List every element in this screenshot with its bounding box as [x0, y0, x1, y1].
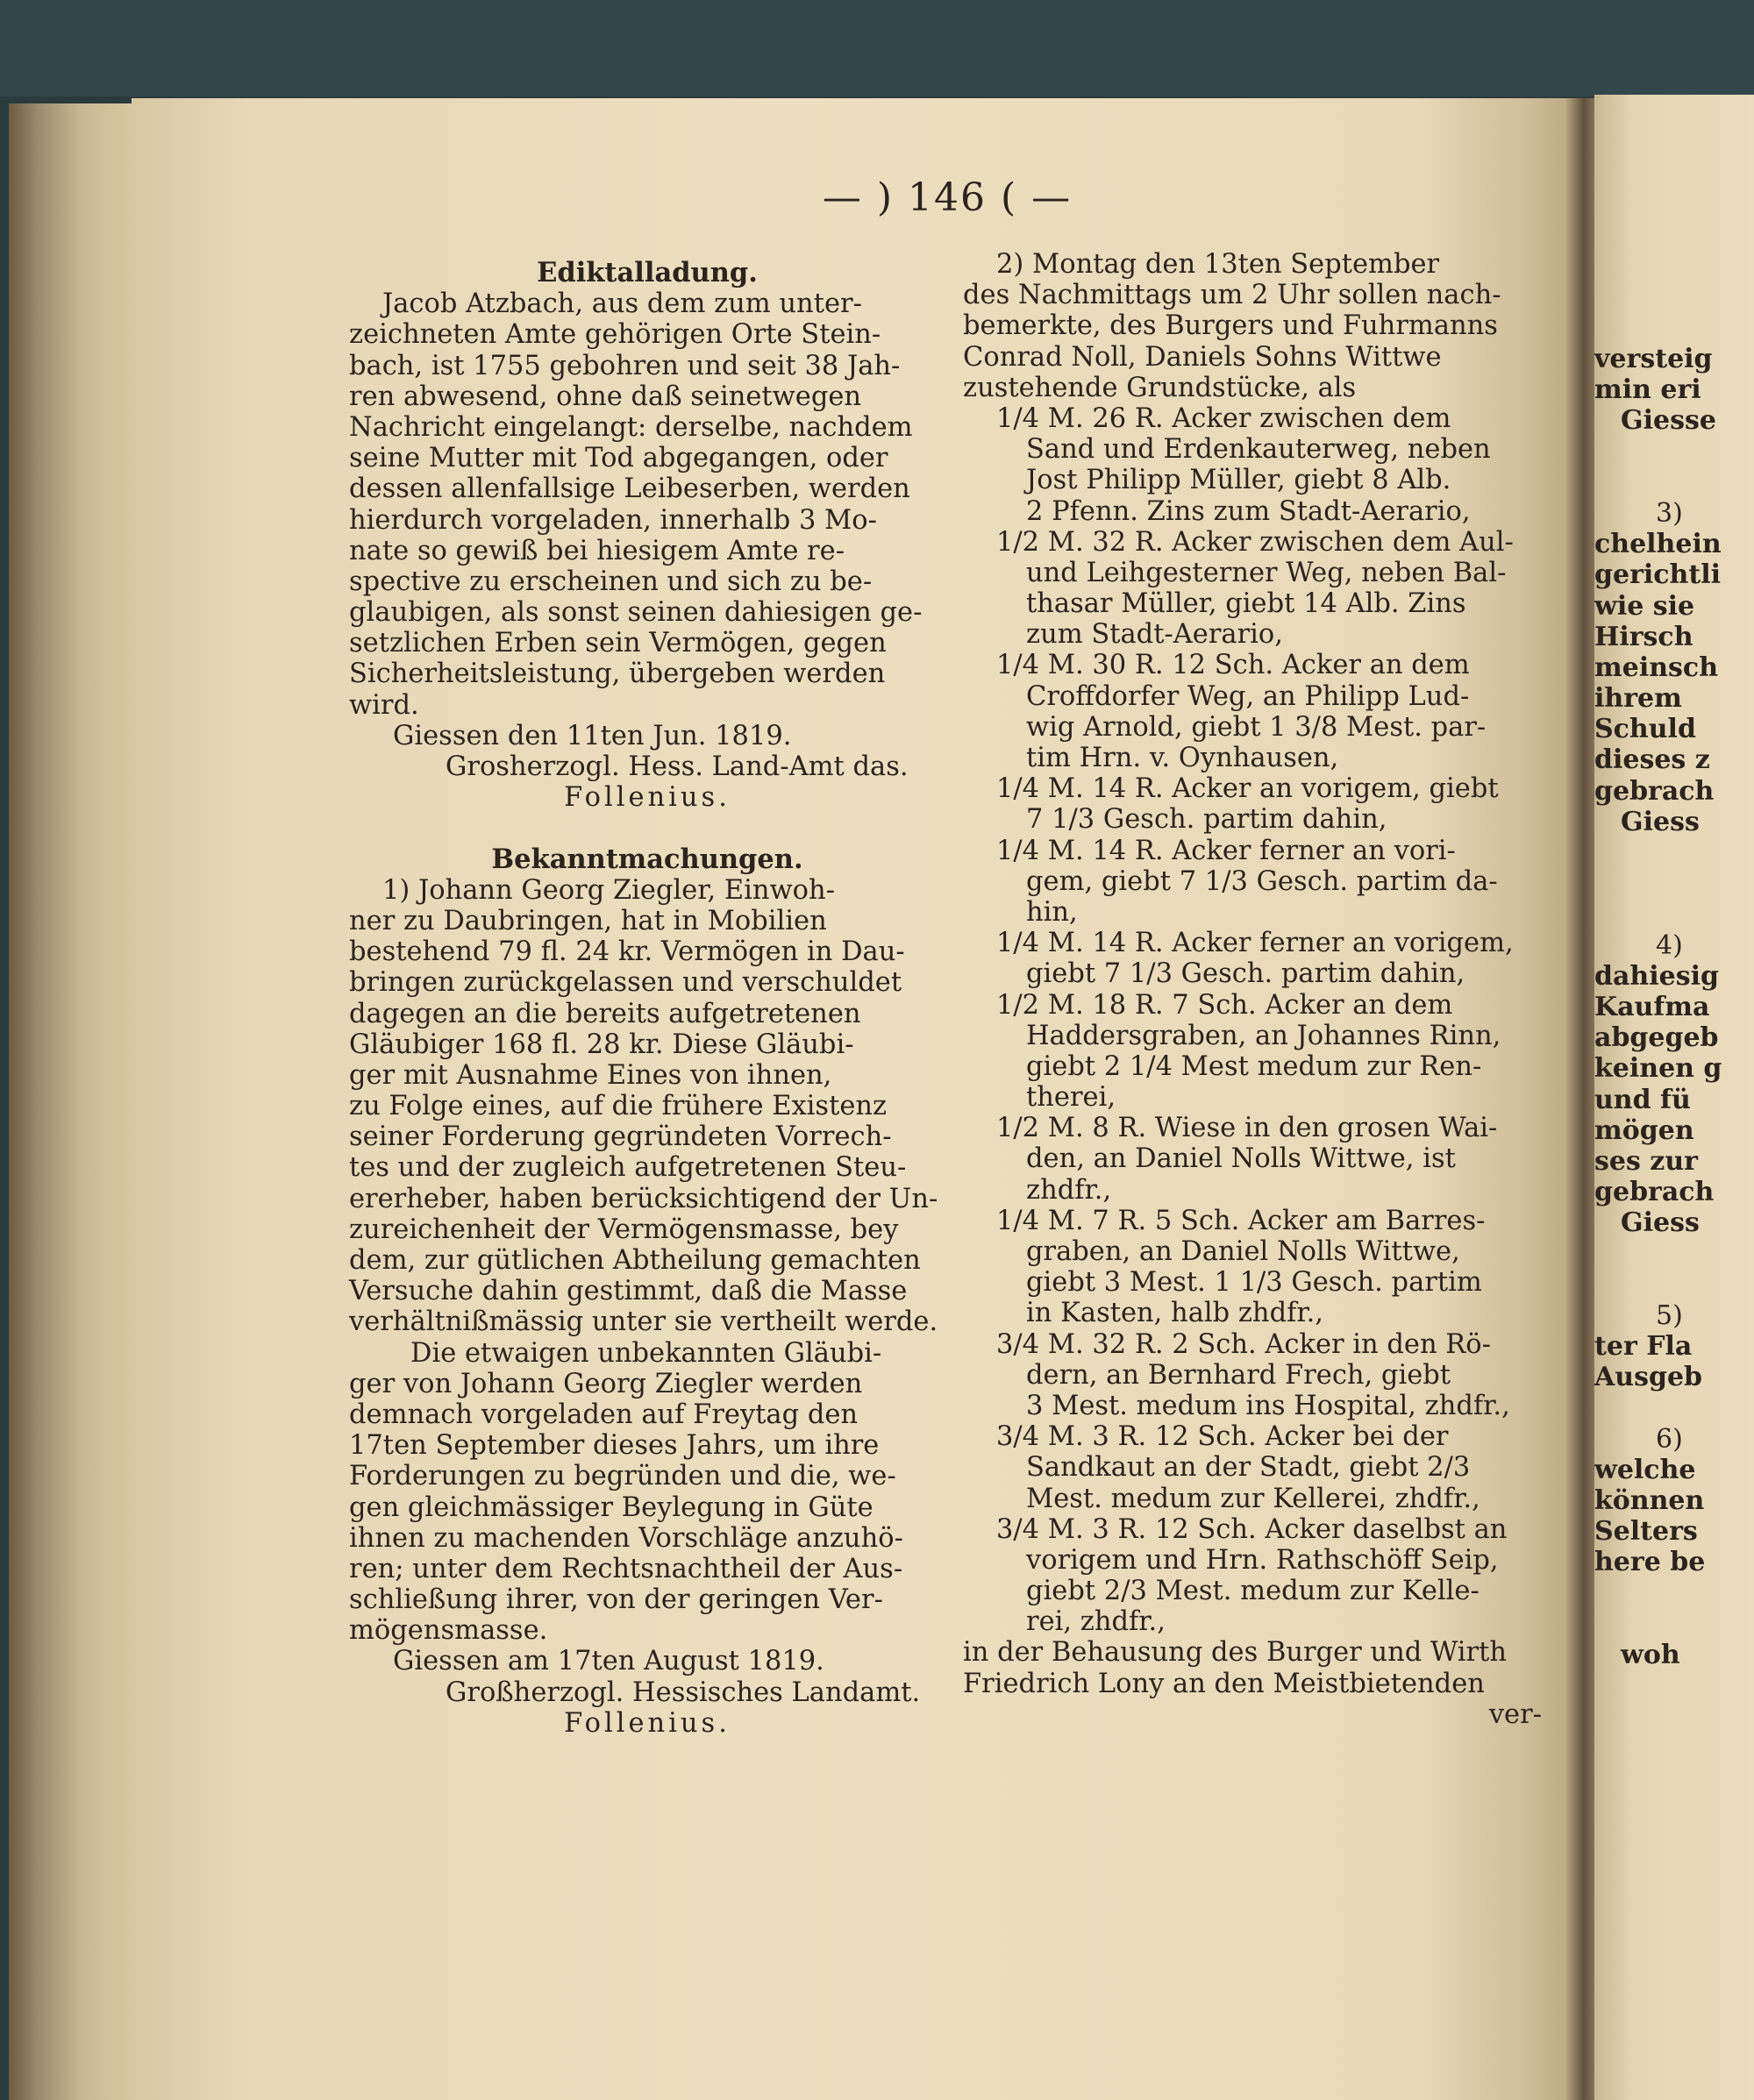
text-line: ger von Johann Georg Ziegler werden — [349, 1368, 863, 1399]
text-line-fragment: können — [1594, 1484, 1705, 1516]
text-line: rei, zhdfr., — [1026, 1606, 1166, 1638]
text-line-fragment: gerichtli — [1594, 559, 1721, 591]
middle-text-column — [963, 249, 1542, 1730]
text-line: Versuche dahin gestimmt, daß die Masse — [349, 1276, 908, 1307]
text-line: giebt 7 1/3 Gesch. partim dahin, — [1026, 958, 1465, 990]
text-line-fragment: Schuld — [1594, 714, 1696, 745]
text-line: graben, an Daniel Nolls Wittwe, — [1026, 1236, 1460, 1267]
text-line: zhdfr., — [1026, 1174, 1112, 1206]
text-line-fragment: gebrach — [1594, 1177, 1715, 1208]
text-line: wig Arnold, giebt 1 3/8 Mest. par- — [1026, 711, 1487, 743]
text-line: 1/4 M. 30 R. 12 Sch. Acker an dem — [996, 650, 1470, 681]
text-line: 1/2 M. 8 R. Wiese in den grosen Wai- — [996, 1113, 1498, 1144]
text-line: des Nachmittags um 2 Uhr sollen nach- — [963, 280, 1501, 311]
text-line: Giessen den 11ten Jun. 1819. — [393, 720, 792, 751]
text-line: Giessen am 17ten August 1819. — [393, 1646, 824, 1677]
text-line-fragment — [1594, 1392, 1754, 1423]
text-line: setzlichen Erben sein Vermögen, gegen — [349, 628, 887, 659]
text-line: ner zu Daubringen, hat in Mobilien — [349, 905, 827, 936]
text-line: 1/4 M. 7 R. 5 Sch. Acker am Barres- — [996, 1205, 1486, 1236]
text-line: therei, — [1026, 1082, 1116, 1114]
text-line: Gläubiger 168 fl. 28 kr. Diese Gläubi- — [349, 1029, 854, 1060]
text-line: Sandkaut an der Stadt, giebt 2/3 — [1026, 1452, 1471, 1484]
text-line: den, an Daniel Nolls Wittwe, ist — [1026, 1143, 1456, 1175]
text-line-fragment: wie sie — [1594, 590, 1695, 622]
text-line: gem, giebt 7 1/3 Gesch. partim da- — [1026, 865, 1498, 897]
text-line-fragment: ses zur — [1594, 1145, 1698, 1177]
text-line: giebt 3 Mest. 1 1/3 Gesch. partim — [1026, 1267, 1482, 1299]
text-line: bringen zurückgelassen und verschuldet — [349, 967, 902, 999]
text-line: dem, zur gütlichen Abtheilung gemachten — [349, 1245, 921, 1276]
text-line: Jacob Atzbach, aus dem zum unter- — [382, 288, 862, 320]
text-line: hierdurch vorgeladen, innerhalb 3 Mo- — [349, 504, 877, 536]
text-line-fragment — [1594, 1238, 1754, 1269]
text-line: demnach vorgeladen auf Freytag den — [349, 1399, 859, 1430]
text-line: dessen allenfallsige Leibeserben, werden — [349, 473, 910, 505]
text-line: spective zu erscheinen und sich zu be- — [349, 566, 873, 597]
text-line: schließung ihrer, von der geringen Ver- — [349, 1584, 883, 1616]
book-page-edges — [9, 103, 140, 2100]
text-line-fragment: Ausgeb — [1594, 1362, 1703, 1393]
text-line: Nachricht eingelangt: derselbe, nachdem — [349, 411, 913, 443]
text-line: Forderungen zu begründen und die, we- — [349, 1461, 896, 1492]
text-line-fragment: abgegeb — [1594, 1022, 1719, 1054]
text-line: giebt 2 1/4 Mest medum zur Ren- — [1026, 1050, 1482, 1082]
text-line: ren; unter dem Rechtsnachtheil der Aus- — [349, 1553, 903, 1584]
text-line: Großherzogl. Hessisches Landamt. — [446, 1676, 921, 1708]
text-line: 2 Pfenn. Zins zum Stadt-Aerario, — [1026, 495, 1471, 527]
text-line: verhältnißmässig unter sie vertheilt werde. — [349, 1306, 938, 1338]
text-line-fragment: Giess — [1621, 806, 1700, 837]
text-line: 3/4 M. 3 R. 12 Sch. Acker daselbst an — [996, 1513, 1508, 1545]
text-line: und Leihgesterner Weg, neben Bal- — [1026, 557, 1507, 588]
text-line: Grosherzogl. Hess. Land-Amt das. — [446, 751, 909, 782]
text-line: bach, ist 1755 gebohren und seit 38 Jah- — [349, 350, 901, 381]
text-line-fragment — [1594, 899, 1754, 929]
text-line: ver- — [1488, 1698, 1542, 1730]
text-line: zustehende Grundstücke, als — [963, 372, 1357, 403]
section-heading: Bekanntmachungen. — [491, 843, 803, 875]
text-line: Die etwaigen unbekannten Gläubi- — [410, 1337, 882, 1369]
text-line: 3/4 M. 3 R. 12 Sch. Acker bei der — [996, 1421, 1449, 1453]
text-line: 1/4 M. 26 R. Acker zwischen dem — [996, 402, 1451, 434]
text-line-fragment: dahiesig — [1594, 960, 1719, 992]
text-line: vorigem und Hrn. Rathschöff Seip, — [1026, 1544, 1499, 1576]
text-line-fragment — [1594, 1578, 1754, 1609]
text-line: 7 1/3 Gesch. partim dahin, — [1026, 804, 1387, 836]
text-line-fragment: mögen — [1594, 1114, 1694, 1146]
section-gap — [349, 813, 945, 844]
text-line: glaubigen, als sonst seinen dahiesigen ge- — [349, 597, 923, 629]
text-line: wird. — [349, 689, 419, 721]
text-line: Croffdorfer Weg, an Philipp Lud- — [1026, 680, 1470, 712]
text-line: 1/4 M. 14 R. Acker ferner an vori- — [996, 835, 1456, 866]
text-line: 2) Montag den 13ten September — [996, 249, 1440, 280]
text-line-fragment — [1594, 1270, 1754, 1300]
page-number: — ) 146 ( — — [822, 175, 1073, 220]
text-line: Friedrich Lony an den Meistbietenden — [963, 1668, 1485, 1699]
text-line-fragment: meinsch — [1594, 651, 1719, 683]
left-text-column — [349, 258, 945, 1739]
right-page-fragment — [1594, 95, 1754, 2100]
text-line: bemerkte, des Burgers und Fuhrmanns — [963, 310, 1498, 342]
text-line: in der Behausung des Burger und Wirth — [963, 1637, 1507, 1669]
text-line: 1) Johann Georg Ziegler, Einwoh- — [382, 874, 835, 906]
text-line: mögensmasse. — [349, 1615, 548, 1647]
text-line: Follenius. — [564, 782, 731, 814]
text-line: ihnen zu machenden Vorschläge anzuhö- — [349, 1522, 903, 1554]
text-line: ger mit Ausnahme Eines von ihnen, — [349, 1059, 832, 1091]
text-line: Haddersgraben, an Johannes Rinn, — [1026, 1020, 1501, 1051]
text-line-fragment — [1594, 868, 1754, 899]
text-line: thasar Müller, giebt 14 Alb. Zins — [1026, 588, 1466, 620]
text-line: zureichenheit der Vermögensmasse, bey — [349, 1214, 899, 1245]
text-line-fragment: Hirsch — [1594, 621, 1693, 652]
text-line: zum Stadt-Aerario, — [1026, 619, 1283, 651]
text-line-fragment — [1594, 837, 1754, 868]
text-line-fragment — [1594, 437, 1754, 467]
text-line-fragment: woh — [1621, 1639, 1680, 1670]
text-line: giebt 2/3 Mest. medum zur Kelle- — [1026, 1576, 1479, 1607]
text-line: 17ten September dieses Jahrs, um ihre — [349, 1430, 880, 1462]
text-line-fragment: keinen g — [1594, 1053, 1722, 1085]
text-line-fragment: Giess — [1621, 1207, 1700, 1239]
text-line-fragment: dieses z — [1594, 744, 1710, 776]
text-line-fragment: ter Fla — [1594, 1331, 1693, 1362]
right-text-column — [1594, 344, 1754, 1670]
text-line: bestehend 79 fl. 24 kr. Vermögen in Dau- — [349, 936, 905, 968]
text-line: nate so gewiß bei hiesigem Amte re- — [349, 535, 845, 566]
text-line: 1/4 M. 14 R. Acker an vorigem, giebt — [996, 773, 1499, 805]
text-line-fragment: here be — [1594, 1547, 1706, 1578]
text-line-fragment: Selters — [1594, 1516, 1698, 1548]
text-line-fragment: versteig — [1594, 344, 1713, 374]
text-line-fragment: und fü — [1594, 1084, 1691, 1115]
text-line: Conrad Noll, Daniels Sohns Wittwe — [963, 341, 1442, 373]
text-line-fragment — [1594, 1609, 1754, 1640]
text-line-fragment: 5) — [1656, 1299, 1683, 1331]
text-line: in Kasten, halb zhdfr., — [1026, 1298, 1323, 1329]
text-line: Follenius. — [564, 1707, 731, 1739]
text-line: seiner Forderung gegründeten Vorrech- — [349, 1121, 892, 1153]
text-line: ren abwesend, ohne daß seinetwegen — [349, 381, 862, 412]
text-line-fragment: 4) — [1656, 929, 1683, 961]
text-line: Jost Philipp Müller, giebt 8 Alb. — [1026, 465, 1451, 496]
text-line-fragment: gebrach — [1594, 775, 1715, 807]
text-line: seine Mutter mit Tod abgegangen, oder — [349, 443, 888, 474]
text-line-fragment: welche — [1594, 1454, 1696, 1485]
text-line-fragment: 3) — [1656, 497, 1683, 529]
text-line-fragment: chelhein — [1594, 529, 1722, 560]
text-line: 3 Mest. medum ins Hospital, zhdfr., — [1026, 1390, 1510, 1421]
text-line-fragment: ihrem — [1594, 683, 1682, 715]
text-line-fragment: min eri — [1594, 374, 1701, 406]
text-line-fragment: 6) — [1656, 1423, 1683, 1455]
text-line: 3/4 M. 32 R. 2 Sch. Acker in den Rö- — [996, 1328, 1491, 1360]
text-line: zu Folge eines, auf die frühere Existenz — [349, 1091, 888, 1122]
text-line: 1/4 M. 14 R. Acker ferner an vorigem, — [996, 928, 1514, 959]
text-line-fragment — [1594, 467, 1754, 498]
text-line: hin, — [1026, 896, 1078, 928]
text-line: 1/2 M. 32 R. Acker zwischen dem Aul- — [996, 526, 1514, 558]
text-line: Mest. medum zur Kellerei, zhdfr., — [1026, 1483, 1480, 1514]
text-line: zeichneten Amte gehörigen Orte Stein- — [349, 319, 881, 351]
section-heading: Ediktalladung. — [537, 257, 758, 288]
text-line: tim Hrn. v. Oynhausen, — [1026, 743, 1339, 773]
text-line: tes und der zugleich aufgetretenen Steu- — [349, 1152, 907, 1184]
text-line: dern, an Bernhard Frech, giebt — [1026, 1359, 1451, 1391]
text-line: Sicherheitsleistung, übergeben werden — [349, 658, 886, 690]
text-line: Sand und Erdenkauterweg, neben — [1026, 434, 1491, 466]
text-line: dagegen an die bereits aufgetretenen — [349, 998, 861, 1029]
scan-background — [0, 0, 1754, 96]
text-line: ererheber, haben berücksichtigend der Un- — [349, 1183, 938, 1214]
text-line-fragment: Kaufma — [1594, 991, 1710, 1022]
text-line-fragment: Giesse — [1621, 405, 1716, 437]
text-line: gen gleichmässiger Beylegung in Güte — [349, 1491, 873, 1523]
text-line: 1/2 M. 18 R. 7 Sch. Acker an dem — [996, 989, 1453, 1021]
